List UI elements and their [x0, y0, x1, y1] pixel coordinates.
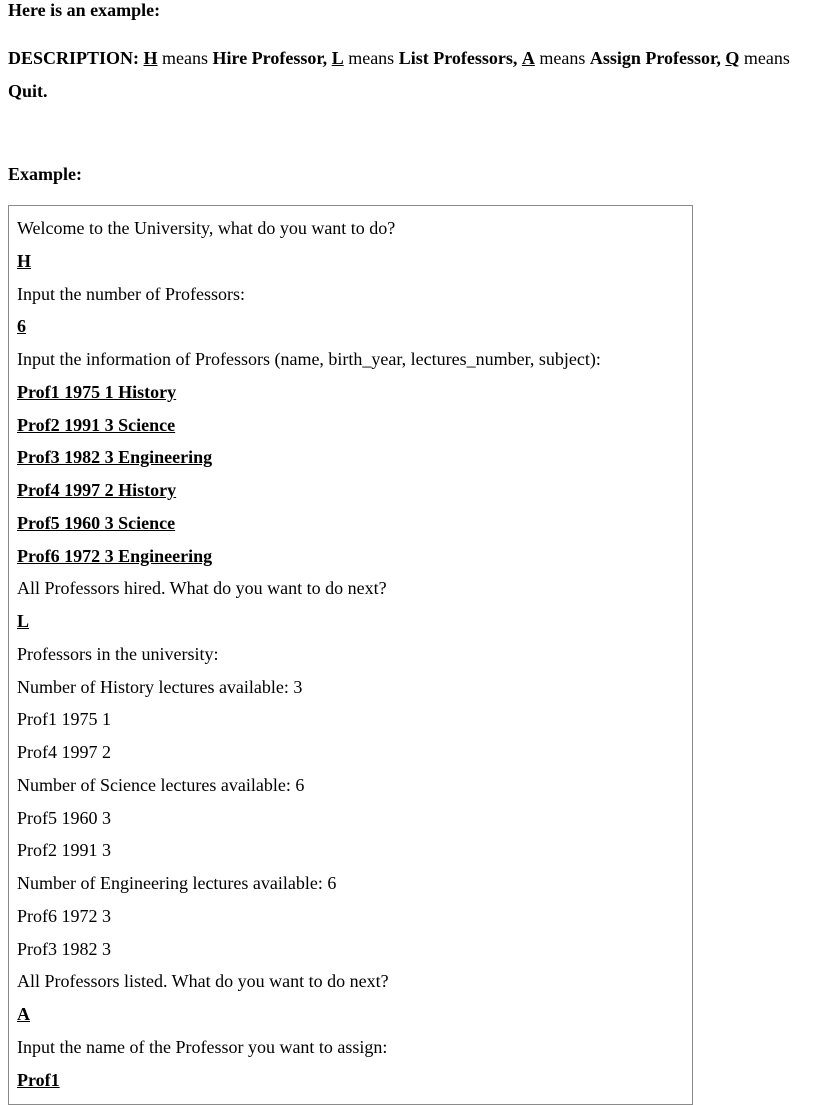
console-output-line: All Professors listed. What do you want to do next? — [17, 971, 389, 992]
key-h: H — [143, 48, 158, 68]
console-output-line: Prof3 1982 3 — [17, 938, 111, 959]
console-user-input: Prof1 — [17, 1069, 60, 1090]
console-user-input: Prof1 1975 1 History — [17, 381, 177, 402]
action-quit: Quit. — [8, 81, 48, 101]
means-text: means — [348, 48, 395, 68]
example-heading: Example: — [8, 164, 82, 184]
console-user-input: L — [17, 611, 30, 631]
console-output-line: Input the information of Professors (name, birth_year, lectures_number, subject): — [17, 349, 601, 369]
intro-heading: Here is an example: — [8, 0, 161, 20]
means-text: means — [743, 48, 790, 68]
key-q: Q — [725, 48, 740, 68]
action-assign: Assign Professor, — [589, 48, 721, 68]
console-output-line: Input the name of the Professor you want to assign: — [17, 1036, 388, 1057]
console-output-line: Prof2 1991 3 — [17, 840, 111, 861]
key-a: A — [521, 48, 535, 68]
console-transcript — [8, 205, 693, 1105]
console-lines — [17, 217, 688, 1101]
action-list: List Professors, — [398, 48, 518, 68]
console-user-input: A — [17, 1004, 30, 1024]
description-label: DESCRIPTION: — [8, 48, 140, 68]
console-output-line: Professors in the university: — [17, 643, 219, 664]
console-user-input: Prof6 1972 3 Engineering — [17, 545, 213, 566]
console-output-line: Input the number of Professors: — [17, 283, 245, 304]
console-output-line: Number of Science lectures available: 6 — [17, 774, 305, 795]
console-user-input: Prof4 1997 2 History — [17, 480, 177, 500]
console-user-input: Prof2 1991 3 Science — [17, 414, 176, 435]
console-output-line: Welcome to the University, what do you want to do? — [17, 218, 396, 238]
console-user-input: H — [17, 250, 32, 271]
console-output-line: Prof4 1997 2 — [17, 742, 111, 762]
means-text: means — [539, 48, 586, 68]
console-output-line: Prof6 1972 3 — [17, 905, 111, 926]
means-text: means — [162, 48, 209, 68]
action-hire: Hire Professor, — [212, 48, 328, 68]
console-user-input: 6 — [17, 316, 26, 337]
description-paragraph — [8, 42, 820, 108]
console-user-input: Prof5 1960 3 Science — [17, 512, 176, 533]
console-output-line: Number of Engineering lectures available: 6 — [17, 873, 337, 893]
console-output-line: Prof1 1975 1 — [17, 709, 111, 730]
key-l: L — [331, 48, 344, 68]
console-output-line: Prof5 1960 3 — [17, 807, 111, 828]
console-output-line: Number of History lectures available: 3 — [17, 676, 303, 697]
console-user-input: Prof3 1982 3 Engineering — [17, 447, 213, 468]
console-output-line: All Professors hired. What do you want to do next? — [17, 578, 387, 599]
